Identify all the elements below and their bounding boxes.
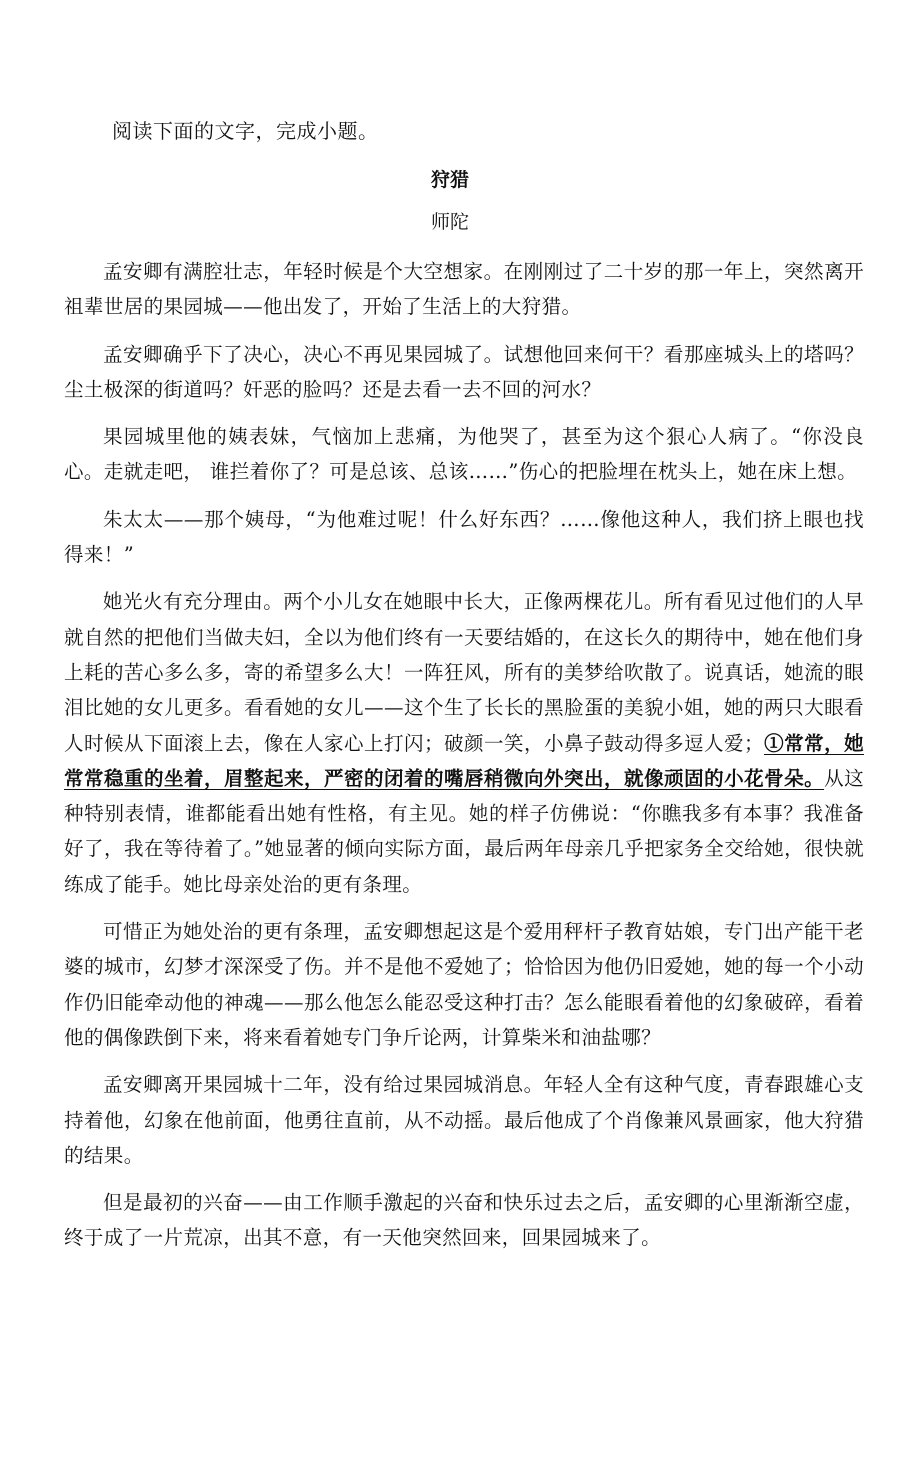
paragraph-5-after: 从这种特别表情，谁都能看出她有性格，有主见。她的样子仿佛说：“你瞧我多有本事？我准备好了，我在等待着了。”她显著的倾向实际方面，最后两年母亲几乎把家务全交给她，很快就练成了能手。她比母亲处治的更有条理。 <box>64 766 864 896</box>
underlined-sentence-1: ①常常，她常常稳重的坐着，眉整起来，严密的闭着的嘴唇稍微向外突出，就像顽固的小花骨朵。 <box>64 731 864 790</box>
paragraph-5 <box>64 584 864 902</box>
article-author: 师陀 <box>430 211 469 233</box>
paragraph-7: 孟安卿离开果园城十二年，没有给过果园城消息。年轻人全有这种气度，青春跟雄心支持着他，幻象在他前面，他勇往直前，从不动摇。最后他成了个肖像兼风景画家，他大狩猎的结果。 <box>64 1073 864 1167</box>
paragraph-1: 孟安卿有满腔壮志，年轻时候是个大空想家。在刚刚过了二十岁的那一年上，突然离开祖辈世居的果园城——他出发了，开始了生活上的大狩猎。 <box>64 260 864 319</box>
paragraph-2: 孟安卿确乎下了决心，决心不再见果园城了。试想他回来何干？看那座城头上的塔吗？尘土极深的街道吗？奸恶的脸吗？还是去看一去不回的河水？ <box>64 342 864 401</box>
article-title: 狩猎 <box>430 169 469 191</box>
paragraph-6: 可惜正为她处治的更有条理，孟安卿想起这是个爱用秤杆子教育姑娘，专门出产能干老婆的城市，幻梦才深深受了伤。并不是他不爱她了；恰恰因为他仍旧爱她，她的每一个小动作仍旧能牵动他的神魂——那么他怎么能忍受这种打击？怎么能眼看着他的幻象破碎，看着他的偶像跌倒下来，将来看着她专门争斤论两，计算柴米和油盐哪？ <box>64 920 864 1049</box>
paragraph-8: 但是最初的兴奋——由工作顺手激起的兴奋和快乐过去之后，孟安卿的心里渐渐空虚，终于成了一片荒凉，出其不意，有一天他突然回来，回果园城来了。 <box>64 1191 864 1250</box>
paragraph-3: 果园城里他的姨表妹，气恼加上悲痛，为他哭了，甚至为这个狠心人病了。“你没良心。走就走吧， 谁拦着你了？可是总该、总该……”伤心的把脸埋在枕头上，她在床上想。 <box>64 425 864 484</box>
paragraph-4: 朱太太——那个姨母，“为他难过呢！什么好东西？……像他这种人，我们挤上眼也找得来！” <box>64 507 864 567</box>
instruction-text: 阅读下面的文字，完成小题。 <box>112 119 379 143</box>
article-body <box>64 254 864 1268</box>
paragraph-5-before: 她光火有充分理由。两个小儿女在她眼中长大，正像两棵花儿。所有看见过他们的人早就自然的把他们当做夫妇，全以为他们终有一天要结婚的，在这长久的期待中，她在他们身上耗的苦心多么多，寄的希望多么大！一阵狂风，所有的美梦给吹散了。说真话，她流的眼泪比她的女儿更多。看看她的女儿——这个生了长长的黑脸蛋的美貌小姐，她的两只大眼看人时候从下面滚上去，像在人家心上打闪；破颜一笑，小鼻子鼓动得多逗人爱； <box>64 590 864 755</box>
